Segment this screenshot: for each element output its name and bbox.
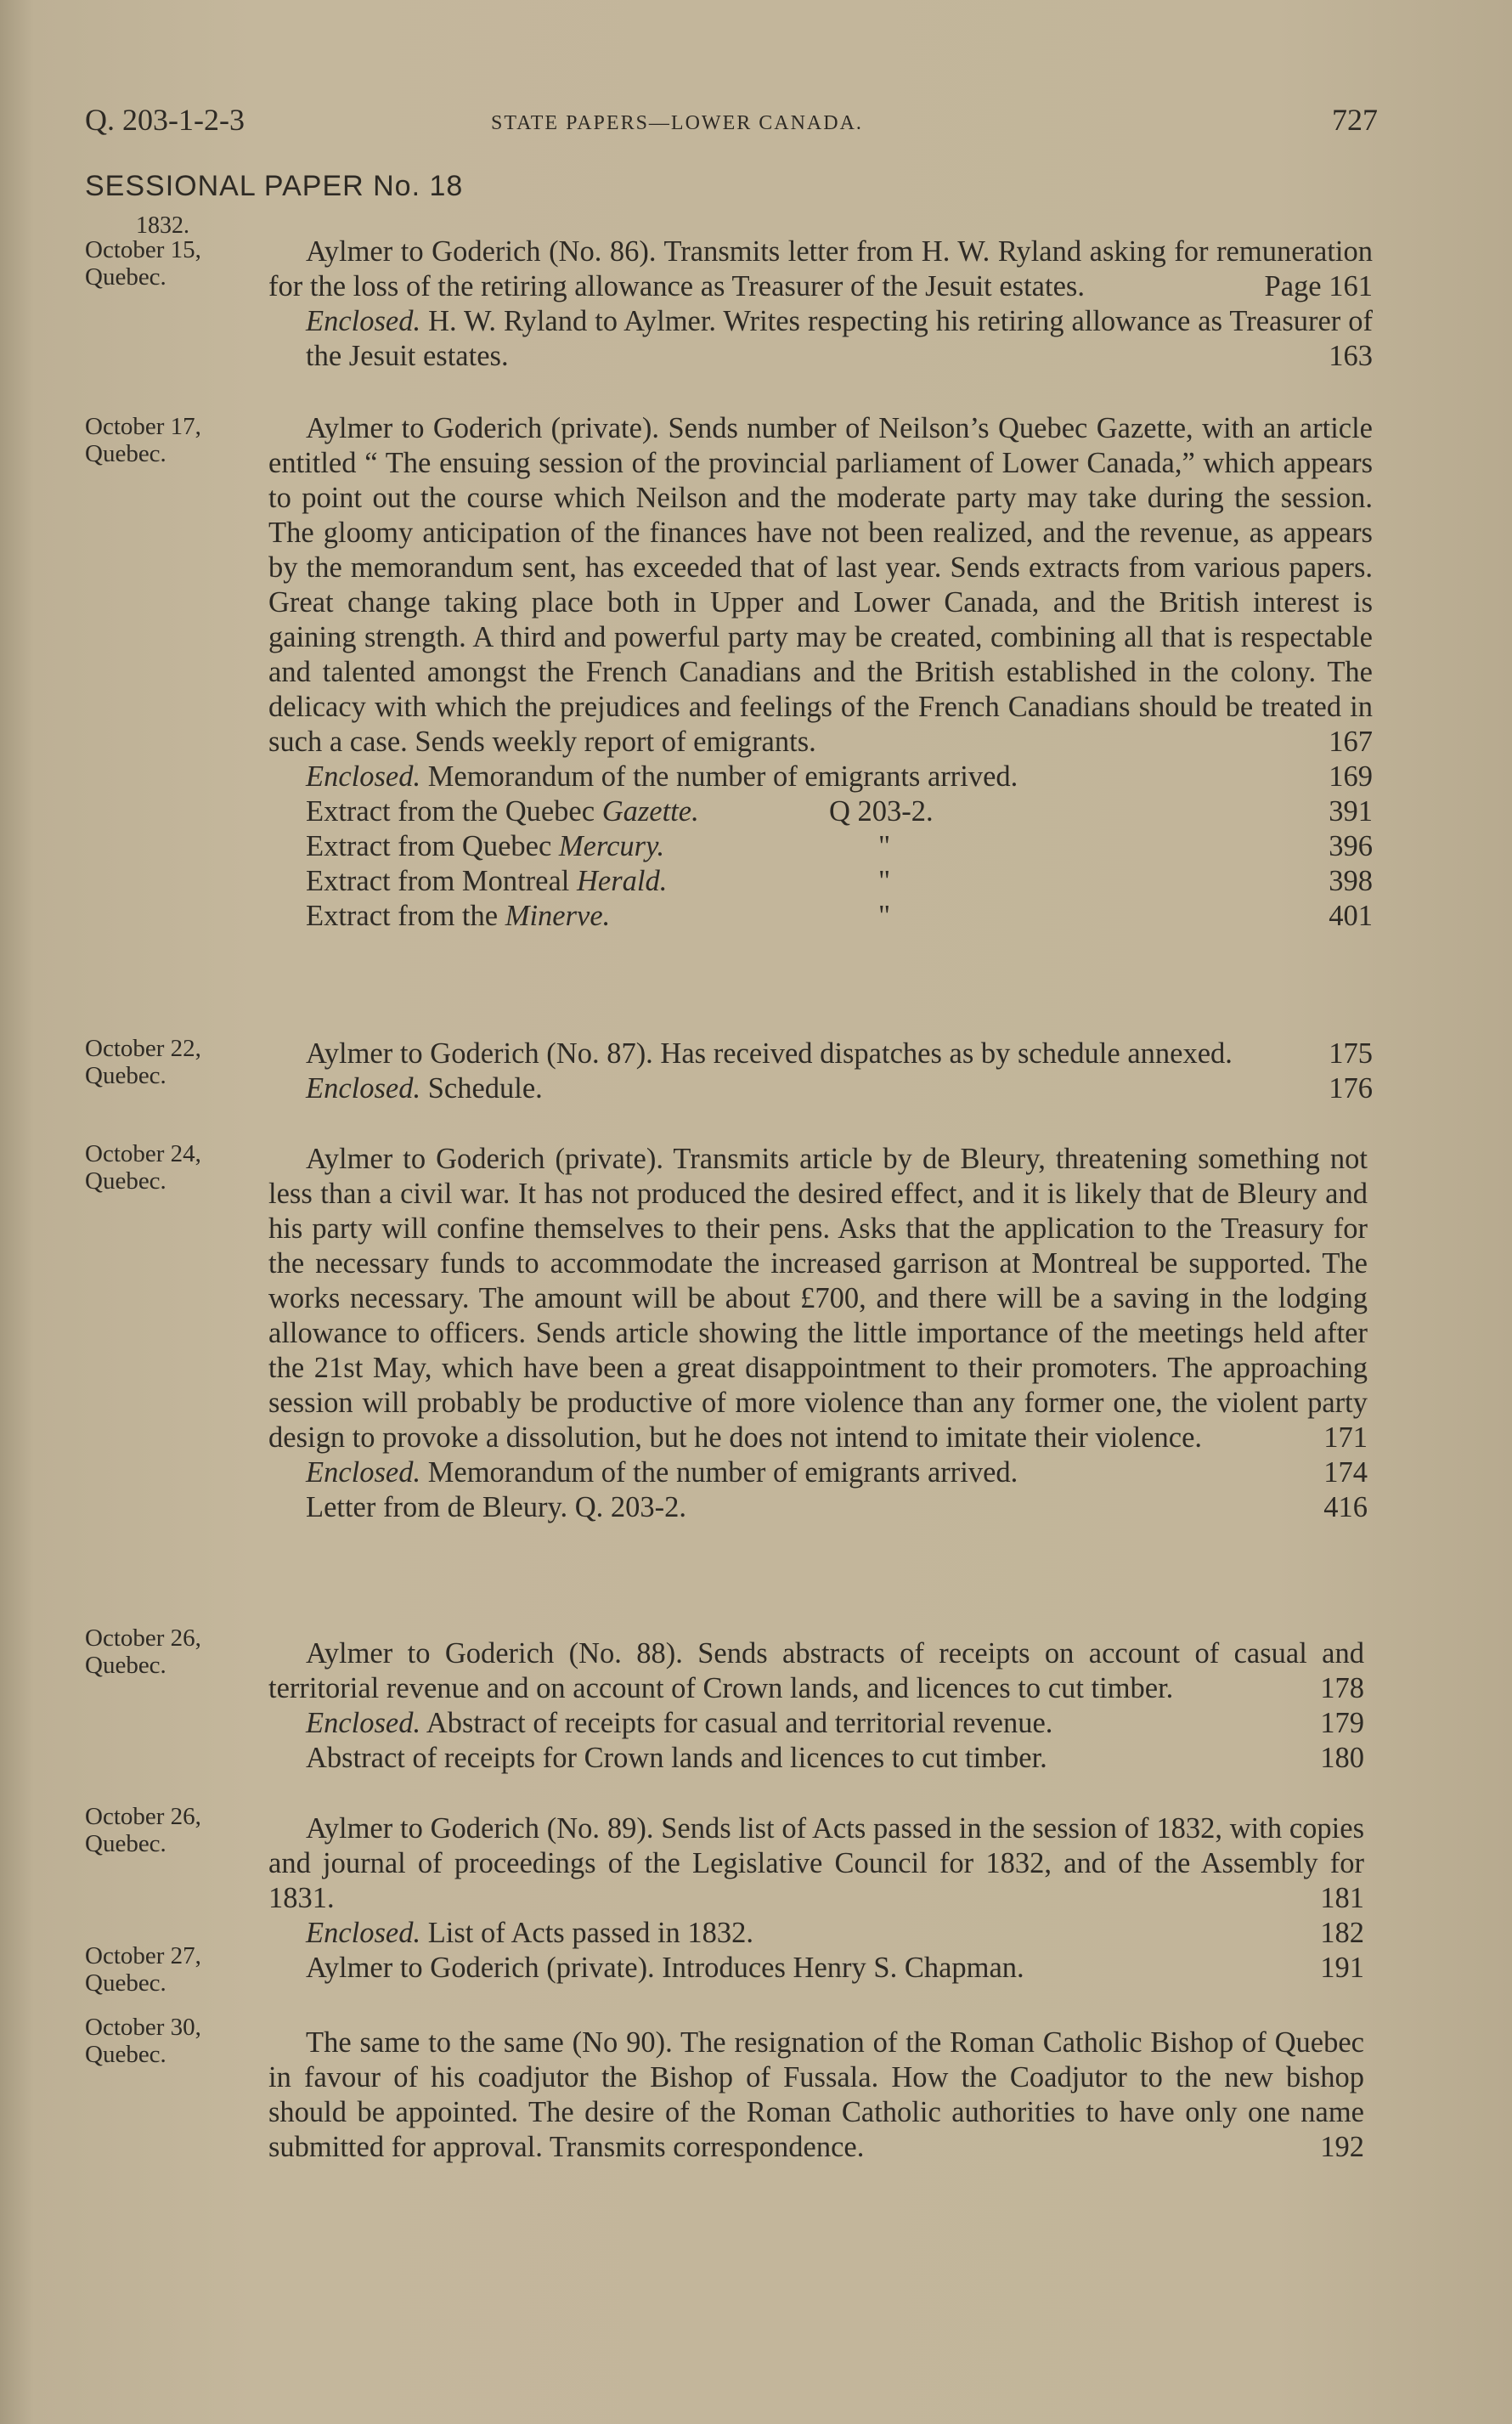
text-span: Q 203-2.	[829, 795, 934, 828]
enclosure-line	[268, 760, 1373, 794]
enclosure-line	[268, 794, 1373, 829]
enclosure-line	[268, 899, 1373, 934]
text-span: 174	[1323, 1456, 1368, 1489]
text-span: 176	[1329, 1072, 1373, 1105]
calendar-entry	[268, 234, 1373, 374]
text-span: Herald.	[577, 865, 668, 897]
text-span: October 22,	[85, 1035, 201, 1062]
text-span: 401	[1329, 900, 1373, 932]
calendar-entry	[268, 1811, 1364, 1951]
margin-date	[85, 236, 201, 291]
text-span: Quebec.	[85, 1830, 166, 1857]
text-span: Abstract of receipts for Crown lands and licences to cut timber.	[306, 1742, 1047, 1774]
text-span: 180	[1320, 1742, 1364, 1774]
text-span: October 15,	[85, 236, 201, 263]
margin-date	[85, 1140, 201, 1195]
text-span: 416	[1323, 1491, 1368, 1523]
text-span: "	[878, 865, 891, 897]
text-span: Enclosed.	[306, 305, 421, 337]
text-span: Aylmer to Goderich (No. 87). Has received dispatches as by schedule annexed.	[306, 1037, 1233, 1070]
text-span: 191	[1320, 1952, 1364, 1984]
entry-page: Page 161	[1264, 270, 1373, 302]
entry-page: 178	[1320, 1672, 1364, 1704]
text-span: Aylmer to Goderich (private). Transmits article by de Bleury, threatening something not less than a civil war. It has not produced the desired effect, and it is likely that de Bleury and his party will confine themselves to their pens. Asks that the application to the Treasury for the necessary funds to accommodate the increased garrison at Montreal be supported. The works necessary. The amount will be about £700, and there will be a saving in the lodging allowance to officers. Sends article showing the little importance of the meetings held after the 21st May, which have been a great disappointment to their promoters. The approaching session will probably be productive of more violence than any former one, the violent party design to provoke a dissolution, but he does not intend to imitate their violence.	[268, 1143, 1368, 1454]
text-span: Enclosed.	[306, 1456, 421, 1489]
text-span: Aylmer to Goderich (private). Sends number of Neilson’s Quebec Gazette, with an article entitled “ The ensuing session of the provincial parliament of Lower Canada,” which appears to point out the course which Neilson and the moderate party may take during the session. The gloomy anticipation of the finances have not been realized, and the revenue, as appears by the memorandum sent, has exceeded that of last year. Sends extracts from various papers. Great change taking place both in Upper and Lower Canada, and the British interest is gaining strength. A third and powerful party may be created, combining all that is respectable and talented amongst the French Canadians and the British established in the colony. The delicacy with which the prejudices and feelings of the French Canadians should be treated in such a case. Sends weekly report of emigrants.	[268, 412, 1373, 758]
text-span: Quebec.	[85, 440, 166, 467]
entry-page: 171	[1323, 1421, 1368, 1454]
text-span: Quebec.	[85, 2041, 166, 2068]
text-span: October 26,	[85, 1624, 201, 1652]
text-span: H. W. Ryland to Aylmer. Writes respecting his retiring allowance as Treasurer of the Jesuit estates.	[306, 305, 1374, 372]
text-span: Mercury.	[558, 830, 665, 862]
text-span: Extract from Quebec	[306, 830, 552, 862]
text-span: Quebec.	[85, 263, 166, 291]
text-span: The same to the same (No 90). The resignation of the Roman Catholic Bishop of Quebec in favour of his coadjutor the Bishop of Fussala. How the Coadjutor to the new bishop should be appointed. The desire of the Roman Catholic authorities to have only one name submitted for approval. Transmits correspondence.	[268, 2026, 1364, 2163]
text-span: Abstract of receipts for casual and territorial revenue.	[426, 1707, 1053, 1739]
text-span: Aylmer to Goderich (No. 88). Sends abstracts of receipts on account of casual and territorial revenue and on account of Crown lands, and licences to cut timber.	[268, 1637, 1364, 1704]
text-span: October 26,	[85, 1803, 201, 1830]
text-span: 182	[1320, 1917, 1364, 1949]
margin-date	[85, 413, 201, 467]
text-span: October 30,	[85, 2014, 201, 2041]
margin-date	[85, 1035, 201, 1089]
text-span: Aylmer to Goderich (private). Introduces Henry S. Chapman.	[306, 1952, 1024, 1984]
running-title: STATE PAPERS—LOWER CANADA.	[491, 112, 863, 134]
text-span: Quebec.	[85, 1969, 166, 1997]
text-span: Quebec.	[85, 1652, 166, 1679]
text-span: Memorandum of the number of emigrants arrived.	[427, 760, 1018, 793]
margin-date	[85, 1803, 201, 1857]
margin-year: 1832.	[136, 212, 189, 239]
text-span: Quebec.	[85, 1167, 166, 1195]
calendar-entry	[268, 1037, 1373, 1106]
text-span: Enclosed.	[306, 1917, 421, 1949]
text-span: October 27,	[85, 1942, 201, 1969]
text-span: October 24,	[85, 1140, 201, 1167]
text-span: Schedule.	[427, 1072, 543, 1105]
text-span: List of Acts passed in 1832.	[427, 1917, 754, 1949]
text-span: Extract from the Quebec	[306, 795, 595, 828]
entry-page: 192	[1320, 2131, 1364, 2163]
calendar-entry	[268, 1951, 1364, 1986]
calendar-entry	[268, 411, 1373, 934]
text-span: Aylmer to Goderich (No. 89). Sends list of Acts passed in the session of 1832, with copies and journal of proceedings of the Legislative Council for 1832, and of the Assembly for 1831.	[268, 1812, 1364, 1914]
enclosure-line	[268, 864, 1373, 899]
text-span: 396	[1329, 830, 1373, 862]
page-number: 727	[1332, 103, 1378, 137]
text-span: Extract from the	[306, 900, 499, 932]
archive-reference: Q. 203-1-2-3	[85, 103, 245, 137]
text-span: Aylmer to Goderich (No. 86). Transmits letter from H. W. Ryland asking for remuneration for the loss of the retiring allowance as Treasurer of the Jesuit estates.	[268, 235, 1373, 302]
running-header	[85, 102, 1376, 144]
text-span: Minerve.	[505, 900, 611, 932]
text-span: Gazette.	[601, 795, 699, 828]
text-span: 179	[1320, 1707, 1364, 1739]
text-span: "	[878, 900, 891, 932]
margin-date	[85, 2014, 201, 2068]
sessional-paper-label: SESSIONAL PAPER No. 18	[85, 170, 464, 202]
entry-page: 175	[1329, 1037, 1373, 1070]
text-span: October 17,	[85, 413, 201, 440]
calendar-entry	[268, 1636, 1364, 1776]
text-span: Enclosed.	[306, 1072, 421, 1105]
text-span: "	[878, 830, 891, 862]
text-span: Letter from de Bleury. Q. 203-2.	[306, 1491, 687, 1523]
calendar-entry	[268, 2026, 1364, 2165]
entry-page: 167	[1329, 726, 1373, 758]
entry-page: 181	[1320, 1882, 1364, 1914]
margin-date	[85, 1624, 201, 1679]
text-span: Quebec.	[85, 1062, 166, 1089]
text-span: Extract from Montreal	[306, 865, 570, 897]
text-span: 169	[1329, 760, 1373, 793]
text-span: 391	[1329, 795, 1373, 828]
text-span: Enclosed.	[306, 760, 421, 793]
text-span: Enclosed.	[306, 1707, 421, 1739]
text-span: Memorandum of the number of emigrants arrived.	[427, 1456, 1018, 1489]
text-span: 398	[1329, 865, 1373, 897]
margin-date	[85, 1942, 201, 1997]
calendar-entry	[268, 1142, 1368, 1525]
enclosure-line	[268, 829, 1373, 864]
entry-page: 163	[1329, 340, 1373, 372]
